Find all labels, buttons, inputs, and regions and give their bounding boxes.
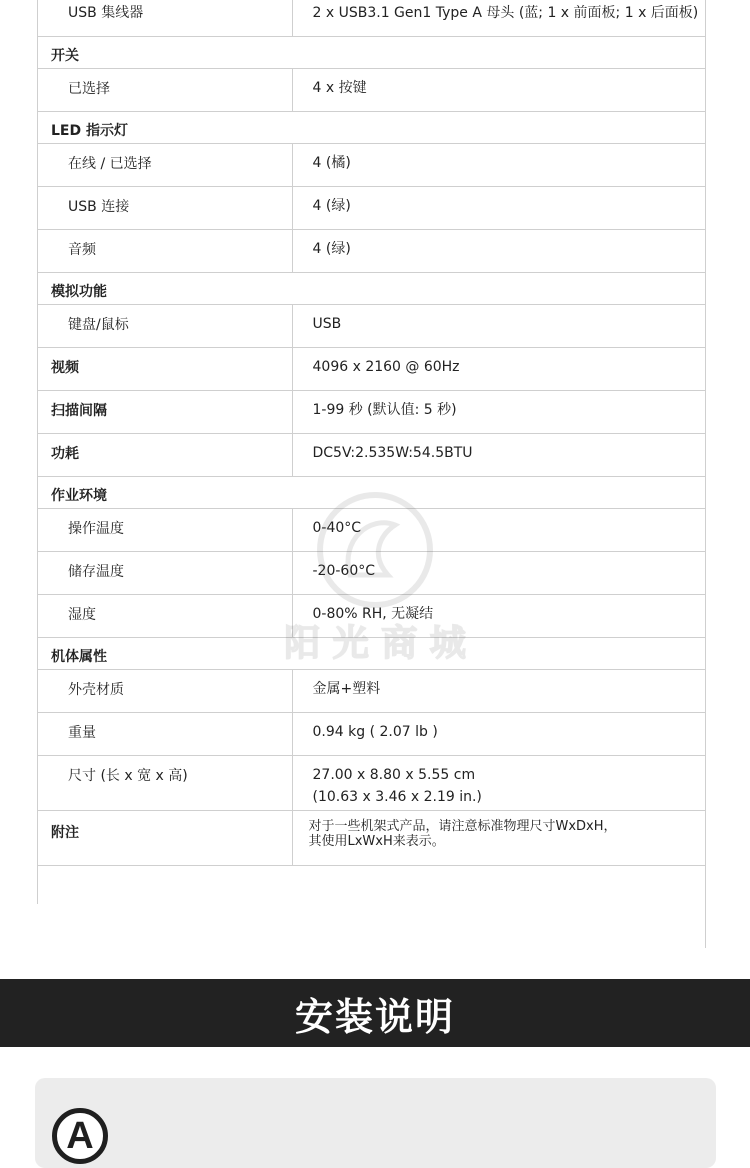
spec-label: 视频 [37,347,292,390]
spec-row [37,186,705,229]
spec-table [37,0,705,866]
spec-row [37,433,705,476]
spec-row [37,229,705,272]
spec-value-line: 4 (绿) [312,240,351,257]
watermark-text: 阳 光 商 城 [284,623,466,664]
spec-value-line: 0-80% RH, 无凝结 [312,605,434,622]
spec-value-line: 2 x USB3.1 Gen1 Type A 母头 (蓝; 1 x 前面板; 1 x 后面板) [312,5,699,21]
spec-value [292,68,705,111]
spec-label: USB 集线器 [37,0,292,36]
spec-value-line: 金属+塑料 [312,680,381,697]
spec-value-line: 1-99 秒 (默认值: 5 秒) [312,401,457,418]
spec-value-line: 4 (橘) [312,154,351,171]
spec-value [292,551,705,594]
spec-label: 音频 [37,229,292,272]
spec-row [37,390,705,433]
section-label: LED 指示灯 [37,111,705,143]
spec-row [37,347,705,390]
spec-value-line: DC5V:2.535W:54.5BTU [312,444,473,461]
spec-section-header [37,476,705,508]
section-label: 开关 [37,36,705,68]
spec-row [37,143,705,186]
spec-value-line: 27.00 x 8.80 x 5.55 cm [312,766,476,783]
spec-section-header [37,111,705,143]
spec-value-line-2: (10.63 x 3.46 x 2.19 in.) [312,788,482,805]
spec-value [292,390,705,433]
spec-value [292,712,705,755]
spec-value [292,810,705,865]
spec-label: 扫描间隔 [37,390,292,433]
spec-note-row [37,810,705,865]
spec-value [292,304,705,347]
step-badge-icon [52,1108,108,1164]
spec-row [37,304,705,347]
badge-letter: A [66,1114,94,1157]
spec-row [37,508,705,551]
spec-row [37,68,705,111]
section-label: 机体属性 [37,637,705,669]
spec-label: 外壳材质 [37,669,292,712]
spec-label: 已选择 [37,68,292,111]
banner-title: 安装说明 [294,994,455,1039]
spec-label: 功耗 [37,433,292,476]
spec-value [292,347,705,390]
spec-section-header [37,36,705,68]
spec-value-line: -20-60°C [312,562,376,579]
spec-value-line: 4096 x 2160 @ 60Hz [312,358,460,375]
spec-label: 键盘/鼠标 [37,304,292,347]
spec-section-header [37,272,705,304]
spec-value [292,433,705,476]
spec-value [292,229,705,272]
spec-label: 储存温度 [37,551,292,594]
install-step-card [35,1078,716,1168]
install-banner [0,979,750,1047]
spec-value [292,143,705,186]
spec-value-line: 0-40°C [312,519,362,536]
spec-value-line-2: 其使用LxWxH来表示。 [308,833,445,849]
spec-row [37,669,705,712]
spec-value [292,508,705,551]
spec-section-header [37,637,705,669]
spec-label: 湿度 [37,594,292,637]
section-label: 作业环境 [37,476,705,508]
spec-row [37,755,705,810]
spec-label: 在线 / 已选择 [37,143,292,186]
spec-value-line: 4 x 按键 [312,79,367,96]
spec-value [292,0,705,36]
spec-value [292,669,705,712]
spec-label: 附注 [37,810,292,865]
spec-label: USB 连接 [37,186,292,229]
spec-value-line: 对于一些机架式产品，请注意标准物理尺寸WxDxH， [308,818,617,834]
spec-value [292,755,705,810]
spec-row [37,594,705,637]
spec-row [37,551,705,594]
spec-label: 重量 [37,712,292,755]
spec-value [292,186,705,229]
spec-value-line: 0.94 kg ( 2.07 lb ) [312,723,438,740]
spec-row [37,0,705,36]
table-right-border [705,0,706,948]
spec-value-line: 4 (绿) [312,197,351,214]
section-label: 模拟功能 [37,272,705,304]
spec-label: 尺寸 (长 x 宽 x 高) [37,755,292,810]
spec-value-line: USB [312,315,342,332]
spec-value [292,594,705,637]
spec-label: 操作温度 [37,508,292,551]
spec-row [37,712,705,755]
